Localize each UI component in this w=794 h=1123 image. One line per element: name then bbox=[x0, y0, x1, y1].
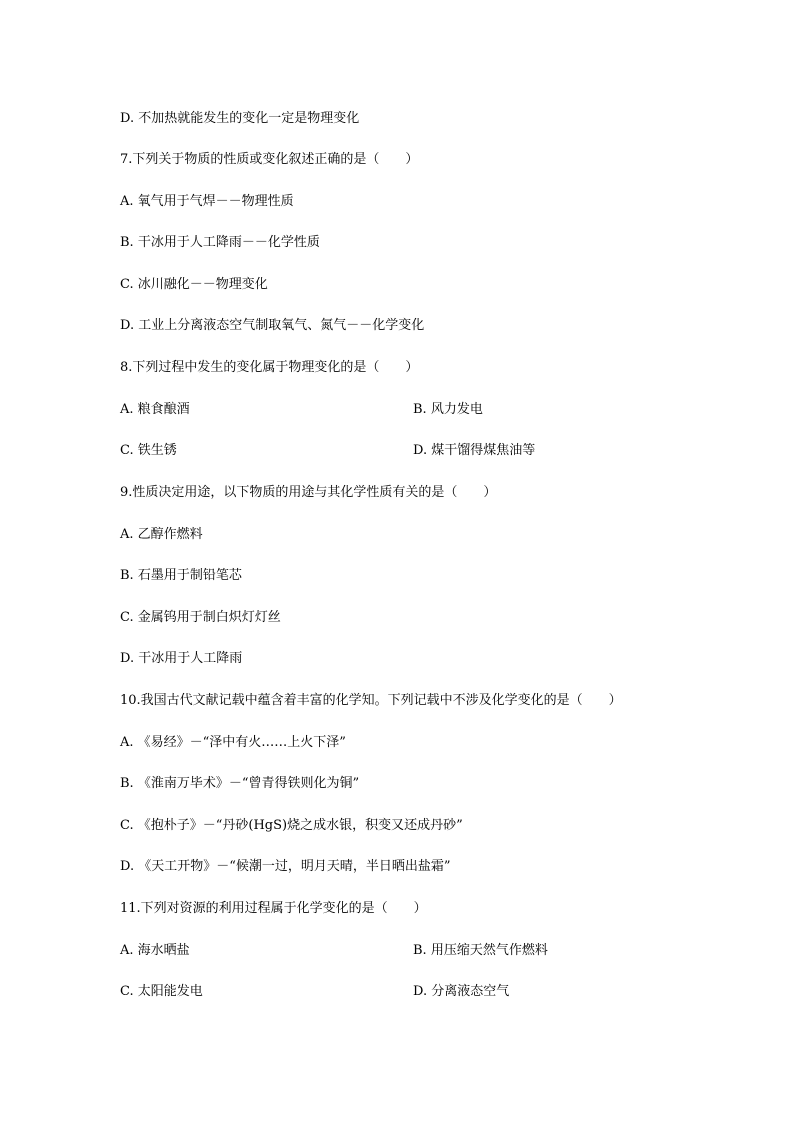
q8-option-c: C. 铁生锈 bbox=[120, 443, 177, 458]
q8-stem: 8.下列过程中发生的变化属于物理变化的是（ ） bbox=[120, 360, 419, 375]
q9-option-d: D. 干冰用于人工降雨 bbox=[120, 651, 243, 666]
q7-option-b: B. 干冰用于人工降雨－－化学性质 bbox=[120, 235, 320, 250]
q8-option-b: B. 风力发电 bbox=[413, 402, 483, 417]
q6-option-d: D. 不加热就能发生的变化一定是物理变化 bbox=[120, 111, 360, 126]
q10-option-d: D. 《天工开物》－“候潮一过，明月天晴，半日晒出盐霜” bbox=[120, 859, 451, 874]
q11-option-c: C. 太阳能发电 bbox=[120, 984, 203, 999]
q10-option-c: C. 《抱朴子》－“丹砂(HgS)烧之成水银，积变又还成丹砂” bbox=[120, 818, 463, 833]
q10-option-b: B. 《淮南万毕术》－“曾青得铁则化为铜” bbox=[120, 776, 360, 791]
q11-option-b: B. 用压缩天然气作燃料 bbox=[413, 943, 548, 958]
q11-option-d: D. 分离液态空气 bbox=[413, 984, 510, 999]
q10-option-a: A. 《易经》－“泽中有火……上火下泽” bbox=[120, 735, 346, 750]
q9-stem: 9.性质决定用途，以下物质的用途与其化学性质有关的是（ ） bbox=[120, 485, 497, 500]
q10-stem: 10.我国古代文献记载中蕴含着丰富的化学知。下列记载中不涉及化学变化的是（ ） bbox=[120, 693, 622, 708]
q7-option-c: C. 冰川融化－－物理变化 bbox=[120, 277, 268, 292]
q9-option-a: A. 乙醇作燃料 bbox=[120, 527, 203, 542]
q8-option-d: D. 煤干馏得煤焦油等 bbox=[413, 443, 536, 458]
q7-option-d: D. 工业上分离液态空气制取氧气、氮气－－化学变化 bbox=[120, 318, 425, 333]
q7-option-a: A. 氧气用于气焊－－物理性质 bbox=[120, 194, 294, 209]
q8-option-a: A. 粮食酿酒 bbox=[120, 402, 190, 417]
q7-stem: 7.下列关于物质的性质或变化叙述正确的是（ ） bbox=[120, 152, 419, 167]
q9-option-c: C. 金属钨用于制白炽灯灯丝 bbox=[120, 610, 281, 625]
q11-stem: 11.下列对资源的利用过程属于化学变化的是（ ） bbox=[120, 901, 427, 916]
q11-option-a: A. 海水晒盐 bbox=[120, 943, 190, 958]
q9-option-b: B. 石墨用于制铅笔芯 bbox=[120, 568, 242, 583]
